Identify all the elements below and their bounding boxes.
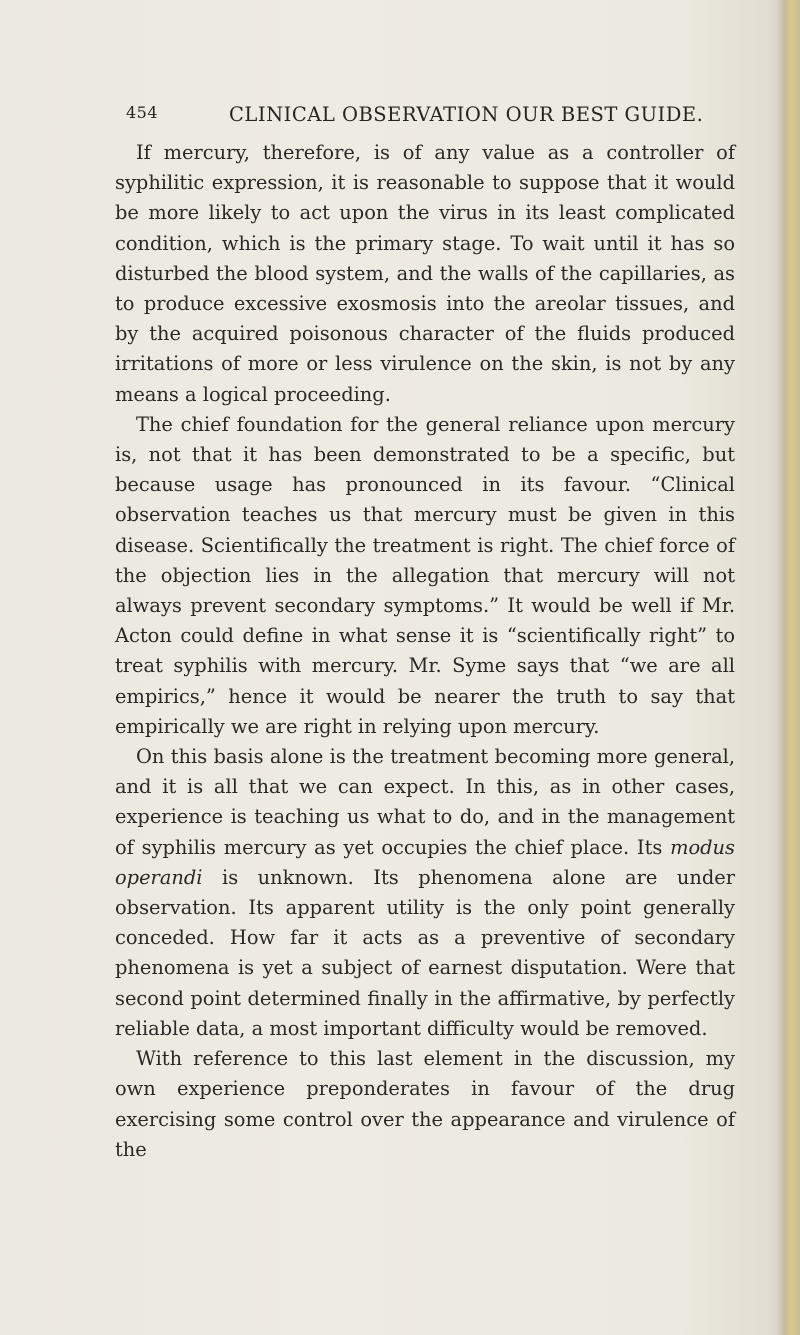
paragraph-basis-alone	[115, 742, 735, 1044]
body-text	[115, 138, 735, 1165]
paragraph-basis-alone-end: is unknown. Its phenomena alone are under observation. Its apparent utility is the only point generally conceded. How far it acts as a preventive of secondary phenomena is yet a subject of earnest disputation. Were that second point determined finally in the affirmative, by perfectly reliable data, a most important difficulty would be removed.	[115, 865, 735, 1040]
page-header	[0, 103, 800, 137]
page-number: 454	[126, 103, 159, 122]
modus-operandi-italic: modus operandi	[115, 835, 735, 889]
paragraph-chief-foundation: The chief foundation for the general reliance upon mercury is, not that it has been demonstrated to be a specific, but because usage has pronounced in its favour. “Clinical observation teaches us that mercury must be given in this disease. Scientifically the treatment is right. The chief force of the objection lies in the allegation that mercury will not always prevent secondary symptoms.” It would be well if Mr. Acton could define in what sense it is “scientifically right” to treat syphilis with mercury. Mr. Syme says that “we are all empirics,” hence it would be nearer the truth to say that empirically we are right in relying upon mercury.	[115, 412, 735, 738]
paragraph-last-element: With reference to this last element in the discussion, my own experience preponderates in favour of the drug exercising some control over the appearance and virulence of the	[115, 1047, 735, 1161]
paragraph-mercury-value: If mercury, therefore, is of any value as a controller of syphilitic expression, it is reasonable to suppose that it would be more likely to act upon the virus in its least complicated condition, which is the primary stage. To wait until it has so disturbed the blood system, and the walls of the capillaries, as to produce excessive exosmosis into the areolar tissues, and by the acquired poisonous character of the fluids produced irritations of more or less virulence on the skin, is not by any means a logical proceeding.	[115, 141, 735, 406]
page-edge	[778, 0, 800, 1335]
paragraph-basis-alone-start: On this basis alone is the treatment becoming more general, and it is all that we can expect. In this, as in other cases, experience is teaching us what to do, and in the management of syphilis mercury as yet occupies the chief place. Its	[115, 745, 735, 859]
running-head: CLINICAL OBSERVATION OUR BEST GUIDE.	[229, 103, 704, 126]
